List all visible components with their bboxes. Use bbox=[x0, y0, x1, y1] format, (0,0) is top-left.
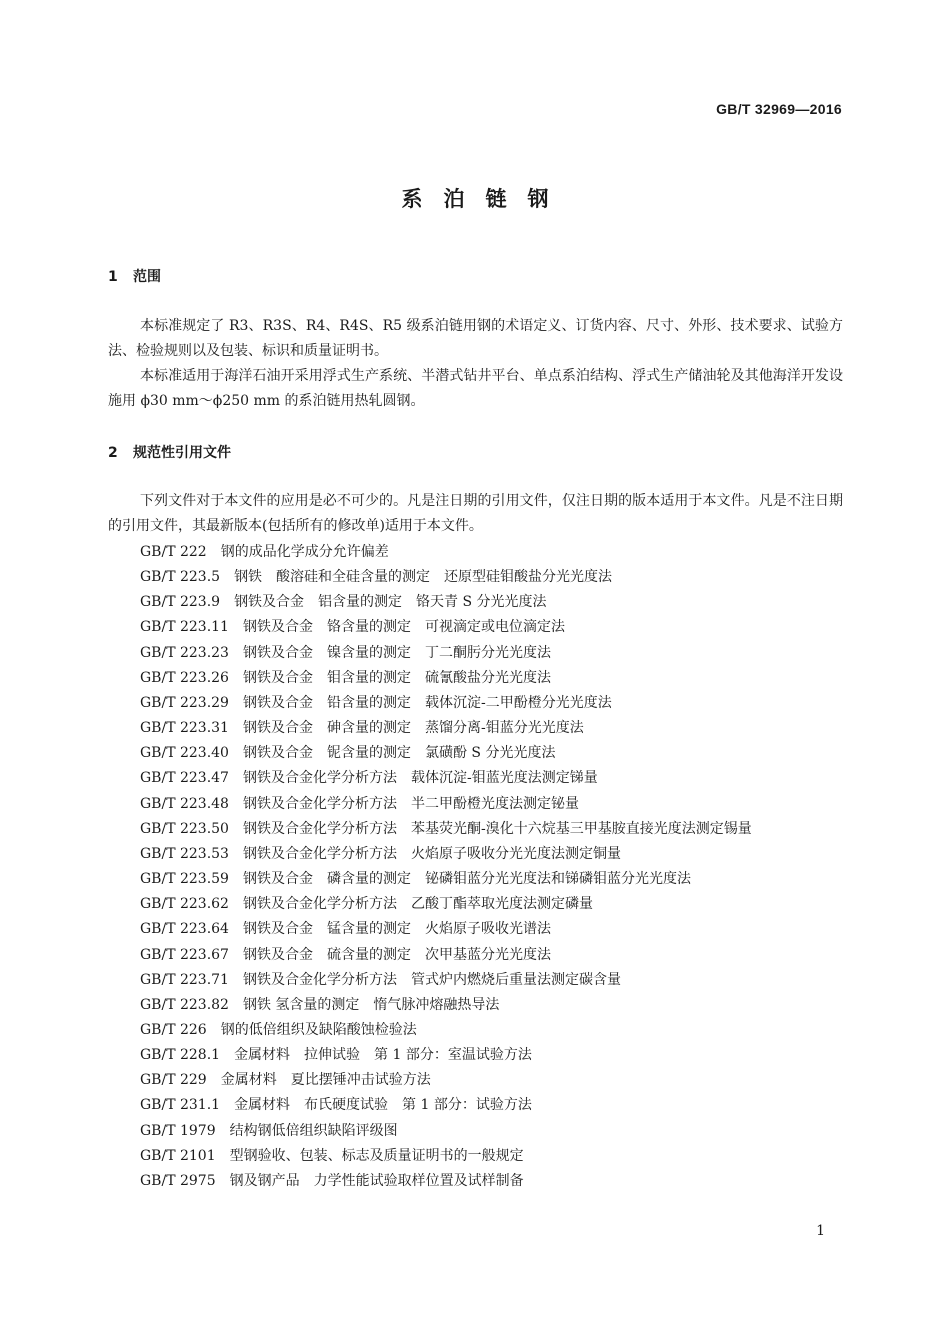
reference-title: 钢铁及合金 铝含量的测定 铬天青 S 分光光度法 bbox=[234, 594, 547, 611]
reference-code: GB/T 2975 bbox=[140, 1172, 216, 1189]
reference-item bbox=[108, 741, 843, 766]
reference-title: 金属材料 拉伸试验 第 1 部分：室温试验方法 bbox=[234, 1047, 532, 1064]
reference-item bbox=[108, 1093, 843, 1118]
reference-title: 钢铁及合金化学分析方法 乙酸丁酯萃取光度法测定磷量 bbox=[242, 896, 593, 913]
standard-code: GB/T 32969—2016 bbox=[716, 101, 842, 117]
reference-title: 钢铁及合金 硫含量的测定 次甲基蓝分光光度法 bbox=[242, 946, 551, 963]
reference-code: GB/T 223.82 bbox=[140, 996, 229, 1013]
reference-item bbox=[108, 1043, 843, 1068]
section-2-heading bbox=[108, 442, 231, 462]
reference-title: 钢铁及合金化学分析方法 苯基荧光酮-溴化十六烷基三甲基胺直接光度法测定锡量 bbox=[242, 820, 752, 837]
reference-code: GB/T 2101 bbox=[140, 1147, 216, 1164]
reference-item bbox=[108, 817, 843, 842]
normative-references-list bbox=[108, 540, 843, 1194]
reference-item bbox=[108, 1119, 843, 1144]
reference-item bbox=[108, 968, 843, 993]
reference-code: GB/T 223.5 bbox=[140, 569, 221, 586]
reference-code: GB/T 223.11 bbox=[140, 619, 229, 636]
reference-title: 钢的成品化学成分允许偏差 bbox=[220, 544, 389, 560]
reference-item bbox=[108, 691, 843, 716]
reference-item bbox=[108, 641, 843, 666]
reference-code: GB/T 1979 bbox=[140, 1122, 216, 1139]
reference-title: 钢铁 酸溶硅和全硅含量的测定 还原型硅钼酸盐分光光度法 bbox=[234, 569, 613, 586]
reference-code: GB/T 229 bbox=[140, 1072, 207, 1089]
reference-title: 钢铁及合金化学分析方法 火焰原子吸收分光光度法测定铜量 bbox=[242, 845, 621, 862]
section-number: 2 bbox=[108, 445, 118, 461]
reference-item bbox=[108, 615, 843, 640]
reference-code: GB/T 222 bbox=[140, 544, 207, 560]
reference-code: GB/T 223.29 bbox=[140, 694, 229, 711]
reference-title: 金属材料 布氏硬度试验 第 1 部分：试验方法 bbox=[234, 1097, 532, 1114]
reference-code: GB/T 223.64 bbox=[140, 921, 229, 938]
reference-title: 钢铁及合金化学分析方法 管式炉内燃烧后重量法测定碳含量 bbox=[242, 971, 621, 988]
section-title: 规范性引用文件 bbox=[133, 445, 231, 461]
reference-title: 钢铁及合金 磷含量的测定 铋磷钼蓝分光光度法和锑磷钼蓝分光光度法 bbox=[242, 871, 691, 888]
reference-title: 钢铁及合金 铅含量的测定 载体沉淀-二甲酚橙分光光度法 bbox=[242, 694, 612, 711]
reference-item bbox=[108, 943, 843, 968]
reference-title: 钢铁及合金化学分析方法 半二甲酚橙光度法测定铋量 bbox=[242, 795, 579, 812]
reference-code: GB/T 228.1 bbox=[140, 1047, 221, 1064]
section-number: 1 bbox=[108, 269, 118, 285]
reference-title: 钢及钢产品 力学性能试验取样位置及试样制备 bbox=[229, 1172, 524, 1189]
scope-paragraph-2: 本标准适用于海洋石油开采用浮式生产系统、半潜式钻井平台、单点系泊结构、浮式生产储油轮及其他海洋开发设施用 ϕ30 mm～ϕ250 mm 的系泊链用热轧圆钢。 bbox=[108, 368, 843, 409]
reference-item bbox=[108, 892, 843, 917]
reference-item bbox=[108, 1068, 843, 1093]
reference-code: GB/T 223.9 bbox=[140, 594, 221, 611]
reference-title: 钢铁及合金 镍含量的测定 丁二酮肟分光光度法 bbox=[242, 644, 551, 661]
reference-item bbox=[108, 1018, 843, 1043]
reference-code: GB/T 231.1 bbox=[140, 1097, 221, 1114]
reference-code: GB/T 226 bbox=[140, 1021, 207, 1038]
reference-item bbox=[108, 917, 843, 942]
reference-item bbox=[108, 565, 843, 590]
page-number: 1 bbox=[816, 1223, 825, 1239]
reference-title: 钢铁及合金 铬含量的测定 可视滴定或电位滴定法 bbox=[242, 619, 565, 636]
reference-title: 钢铁及合金 锰含量的测定 火焰原子吸收光谱法 bbox=[242, 921, 551, 938]
reference-title: 钢的低倍组织及缺陷酸蚀检验法 bbox=[220, 1021, 417, 1038]
reference-item bbox=[108, 716, 843, 741]
reference-item bbox=[108, 590, 843, 615]
section-1-heading bbox=[108, 266, 161, 286]
reference-code: GB/T 223.23 bbox=[140, 644, 229, 661]
reference-item bbox=[108, 867, 843, 892]
reference-title: 钢铁及合金 砷含量的测定 蒸馏分离-钼蓝分光光度法 bbox=[242, 720, 584, 737]
reference-title: 金属材料 夏比摆锤冲击试验方法 bbox=[220, 1072, 431, 1089]
reference-code: GB/T 223.62 bbox=[140, 896, 229, 913]
reference-title: 钢铁及合金 铌含量的测定 氯磺酚 S 分光光度法 bbox=[242, 745, 556, 762]
reference-item bbox=[108, 993, 843, 1018]
reference-code: GB/T 223.50 bbox=[140, 820, 229, 837]
reference-title: 钢铁 氢含量的测定 惰气脉冲熔融热导法 bbox=[242, 996, 500, 1013]
reference-item bbox=[108, 540, 843, 565]
reference-code: GB/T 223.26 bbox=[140, 669, 229, 686]
reference-code: GB/T 223.48 bbox=[140, 795, 229, 812]
reference-item bbox=[108, 766, 843, 791]
reference-code: GB/T 223.59 bbox=[140, 871, 229, 888]
reference-item bbox=[108, 666, 843, 691]
reference-title: 钢铁及合金 钼含量的测定 硫氰酸盐分光光度法 bbox=[242, 669, 551, 686]
reference-code: GB/T 223.67 bbox=[140, 946, 229, 963]
reference-title: 结构钢低倍组织缺陷评级图 bbox=[229, 1122, 398, 1139]
reference-code: GB/T 223.47 bbox=[140, 770, 229, 787]
reference-code: GB/T 223.31 bbox=[140, 720, 229, 737]
references-intro-paragraph: 下列文件对于本文件的应用是必不可少的。凡是注日期的引用文件，仅注日期的版本适用于本文件。凡是不注日期的引用文件，其最新版本(包括所有的修改单)适用于本文件。 bbox=[108, 493, 843, 534]
document-title: 系泊链钢 bbox=[401, 187, 570, 211]
section-title: 范围 bbox=[133, 269, 161, 285]
reference-item bbox=[108, 842, 843, 867]
reference-item bbox=[108, 792, 843, 817]
reference-item bbox=[108, 1144, 843, 1169]
reference-title: 钢铁及合金化学分析方法 载体沉淀-钼蓝光度法测定锑量 bbox=[242, 770, 598, 787]
reference-code: GB/T 223.71 bbox=[140, 971, 229, 988]
reference-item bbox=[108, 1169, 843, 1194]
reference-code: GB/T 223.53 bbox=[140, 845, 229, 862]
reference-title: 型钢验收、包装、标志及质量证明书的一般规定 bbox=[229, 1147, 524, 1164]
scope-paragraph-1: 本标准规定了 R3、R3S、R4、R4S、R5 级系泊链用钢的术语定义、订货内容、尺寸、外形、技术要求、试验方法、检验规则以及包装、标识和质量证明书。 bbox=[108, 318, 843, 359]
reference-code: GB/T 223.40 bbox=[140, 745, 229, 762]
